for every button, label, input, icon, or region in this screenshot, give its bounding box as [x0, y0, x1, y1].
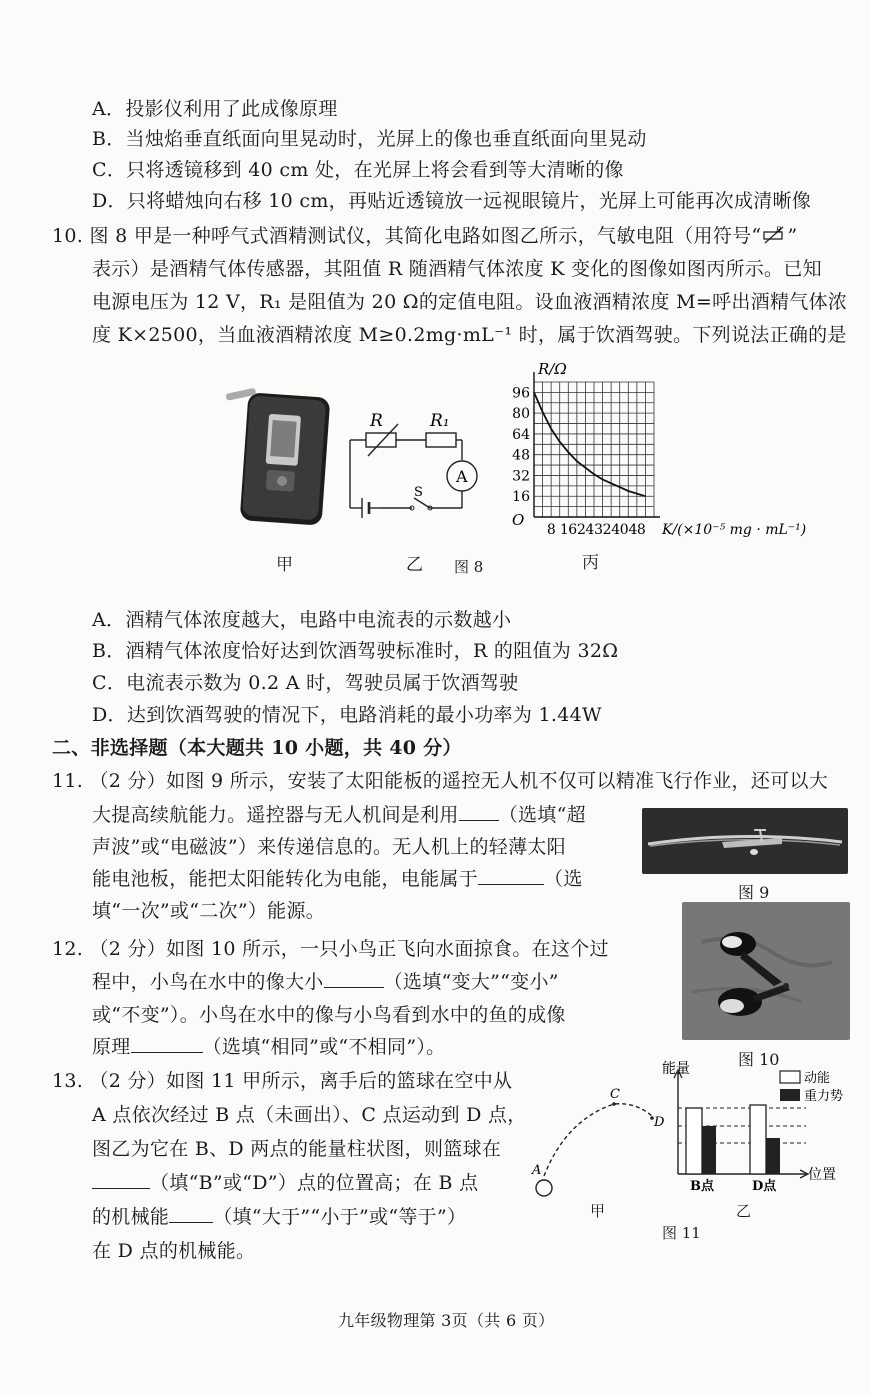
- q13-line-6: 在 D 点的机械能。: [92, 1240, 256, 1262]
- q12-line-4-tail: （选填“相同”或“不相同”）。: [202, 1036, 446, 1058]
- y-tick-label: 80: [512, 406, 530, 423]
- y-tick-label: 96: [512, 385, 530, 402]
- circuit-label-r1: R₁: [430, 411, 450, 431]
- x-axis-label: K/(×10⁻⁵ mg · mL⁻¹): [662, 522, 807, 538]
- q13-line-5: [92, 1204, 466, 1230]
- y-tick-label: 64: [512, 426, 530, 443]
- point-c-label: C: [610, 1087, 620, 1102]
- q11-line-2-tail: （选填“超: [498, 804, 586, 826]
- q10-option-b: B．酒精气体浓度恰好达到饮酒驾驶标准时，R 的阻值为 32Ω: [92, 640, 619, 662]
- q10-line-1-end: ”: [787, 225, 798, 247]
- fixed-resistor-r1: [426, 433, 456, 447]
- fig11-caption: 图 11: [662, 1224, 701, 1242]
- q10-line-3: 电源电压为 12 V，R₁ 是阻值为 20 Ω的定值电阻。设血液酒精浓度 M=呼出酒精气体浓: [92, 291, 848, 313]
- q9-option-a: A．投影仪利用了此成像原理: [92, 98, 338, 120]
- q13-line-4: [92, 1170, 478, 1196]
- section-2-heading: 二、非选择题（本大题共 10 小题，共 40 分）: [52, 737, 462, 759]
- q12-blank-1[interactable]: [324, 969, 384, 988]
- basketball-trajectory-diagram: [526, 1080, 666, 1200]
- q9-option-b: B．当烛焰垂直纸面向里晃动时，光屏上的像也垂直纸面向里晃动: [92, 128, 647, 150]
- fig11-label-jia: 甲: [590, 1202, 606, 1220]
- circuit-label-r: R: [370, 411, 383, 431]
- page-footer: 九年级物理第 3页（共 6 页）: [338, 1311, 555, 1330]
- q10-line-2: 表示）是酒精气体传感器，其阻值 R 随酒精气体浓度 K 变化的图像如图丙所示。已知: [92, 258, 822, 280]
- q13-line-5-text: 的机械能: [92, 1206, 170, 1228]
- energy-bar-chart: [656, 1058, 850, 1198]
- legend-potential-swatch: [780, 1089, 800, 1101]
- q10-line-4: 度 K×2500，当血液酒精浓度 M≥0.2mg·mL⁻¹ 时，属于饮酒驾驶。下列说法正确的是: [92, 324, 847, 346]
- fig8-label-bing: 丙: [582, 553, 599, 573]
- q10-line-1: [52, 223, 797, 249]
- q12-line-2-text: 程中，小鸟在水中的像大小: [92, 971, 324, 993]
- svg-text:R: R: [776, 226, 783, 234]
- y-axis-label: R/Ω: [538, 360, 567, 378]
- x-tick-label: 32: [594, 522, 611, 538]
- q12-line-4: [92, 1034, 445, 1060]
- q11-line-1: 11. （2 分）如图 9 所示，安装了太阳能板的遥控无人机不仅可以精准飞行作业，还可以大: [52, 770, 829, 792]
- origin-label: O: [512, 511, 525, 529]
- x-tick-label: 48: [628, 522, 646, 538]
- y-tick-label: 32: [512, 468, 530, 485]
- q10-option-d: D．达到饮酒驾驶的情况下，电路消耗的最小功率为 1.44W: [92, 704, 602, 726]
- bar-d-potential: [766, 1138, 780, 1174]
- y-tick-label: 48: [512, 447, 530, 464]
- x-tick-label: 16: [559, 522, 577, 538]
- q12-line-1: 12. （2 分）如图 10 所示，一只小鸟正飞向水面掠食。在这个过: [52, 938, 609, 960]
- gas-resistor-r: [366, 433, 396, 447]
- q12-blank-2[interactable]: [131, 1034, 203, 1053]
- resistance-concentration-graph: [500, 352, 830, 547]
- q13-line-3: 图乙为它在 B、D 两点的能量柱状图，则篮球在: [92, 1138, 502, 1160]
- bar-b-label: B点: [690, 1179, 714, 1194]
- q10-line-1-text: 10. 图 8 甲是一种呼气式酒精测试仪，其简化电路如图乙所示，气敏电阻（用符号“: [52, 225, 762, 247]
- fig11-label-yi: 乙: [736, 1202, 752, 1220]
- point-a-label: A: [532, 1163, 542, 1178]
- legend-potential-label: 重力势: [804, 1089, 844, 1104]
- q13-line-5-tail: （填“大于”“小于”或“等于”）: [213, 1206, 467, 1228]
- q13-line-1: 13. （2 分）如图 11 甲所示，离手后的篮球在空中从: [52, 1070, 513, 1092]
- y-tick-label: 16: [512, 489, 530, 506]
- q11-line-3: 声波”或“电磁波”）来传递信息的。无人机上的轻薄太阳: [92, 836, 566, 858]
- q12-line-4-text: 原理: [92, 1036, 131, 1058]
- fig8-label-yi: 乙: [406, 555, 423, 575]
- point-d-label: D: [654, 1115, 665, 1130]
- energy-axis-label: 能量: [662, 1061, 690, 1077]
- legend-kinetic-swatch: [780, 1071, 800, 1083]
- q10-option-c: C．电流表示数为 0.2 A 时，驾驶员属于饮酒驾驶: [92, 672, 519, 694]
- fig10-caption: 图 10: [738, 1050, 780, 1069]
- q12-line-2: [92, 969, 559, 995]
- q11-line-4: [92, 866, 583, 892]
- bar-d-kinetic: [750, 1105, 766, 1174]
- q10-option-a: A．酒精气体浓度越大，电路中电流表的示数越小: [92, 609, 512, 631]
- gas-resistor-symbol-icon: [761, 224, 787, 246]
- fig8-caption: 图 8: [454, 558, 484, 576]
- x-tick-label: 24: [577, 522, 594, 538]
- circuit-label-a: A: [456, 467, 468, 486]
- q13-line-2: A 点依次经过 B 点（未画出）、C 点运动到 D 点，: [92, 1104, 527, 1126]
- solar-drone-photo: [642, 808, 848, 874]
- bar-d-label: D点: [752, 1179, 777, 1194]
- q9-option-c: C．只将透镜移到 40 cm 处，在光屏上将会看到等大清晰的像: [92, 159, 624, 181]
- basketball-icon: [536, 1180, 552, 1196]
- legend-kinetic-label: 动能: [804, 1071, 831, 1086]
- fig9-caption: 图 9: [738, 883, 770, 902]
- q13-blank-2[interactable]: [169, 1204, 213, 1223]
- q12-line-3: 或“不变”）。小鸟在水中的像与小鸟看到水中的鱼的成像: [92, 1004, 566, 1026]
- circuit-diagram: [340, 400, 480, 525]
- position-axis-label: 位置: [808, 1167, 836, 1183]
- q11-blank-2[interactable]: [478, 866, 544, 885]
- q13-blank-1[interactable]: [92, 1170, 150, 1189]
- breathalyzer-device-photo: [220, 385, 335, 525]
- q9-option-d: D．只将蜡烛向右移 10 cm，再贴近透镜放一远视眼镜片，光屏上可能再次成清晰像: [92, 190, 812, 212]
- x-tick-label: 8: [546, 522, 556, 538]
- q13-line-4-tail: （填“B”或“D”）点的位置高；在 B 点: [150, 1172, 479, 1194]
- q11-line-4-tail: （选: [544, 868, 583, 890]
- bar-b-kinetic: [686, 1108, 702, 1174]
- x-tick-label: 40: [611, 522, 629, 538]
- bar-b-potential: [702, 1126, 716, 1174]
- circuit-label-s: S: [414, 485, 423, 500]
- q12-line-2-tail: （选填“变大”“变小”: [383, 971, 559, 993]
- q11-line-5: 填“一次”或“二次”）能源。: [92, 900, 326, 922]
- fig8-label-jia: 甲: [276, 555, 293, 575]
- q11-line-2-text: 大提高续航能力。遥控器与无人机间是利用: [92, 804, 459, 826]
- q11-line-4-text: 能电池板，能把太阳能转化为电能，电能属于: [92, 868, 479, 890]
- q11-blank-1[interactable]: [459, 802, 499, 821]
- bird-reflection-photo: [682, 902, 850, 1040]
- q11-line-2: [92, 802, 586, 828]
